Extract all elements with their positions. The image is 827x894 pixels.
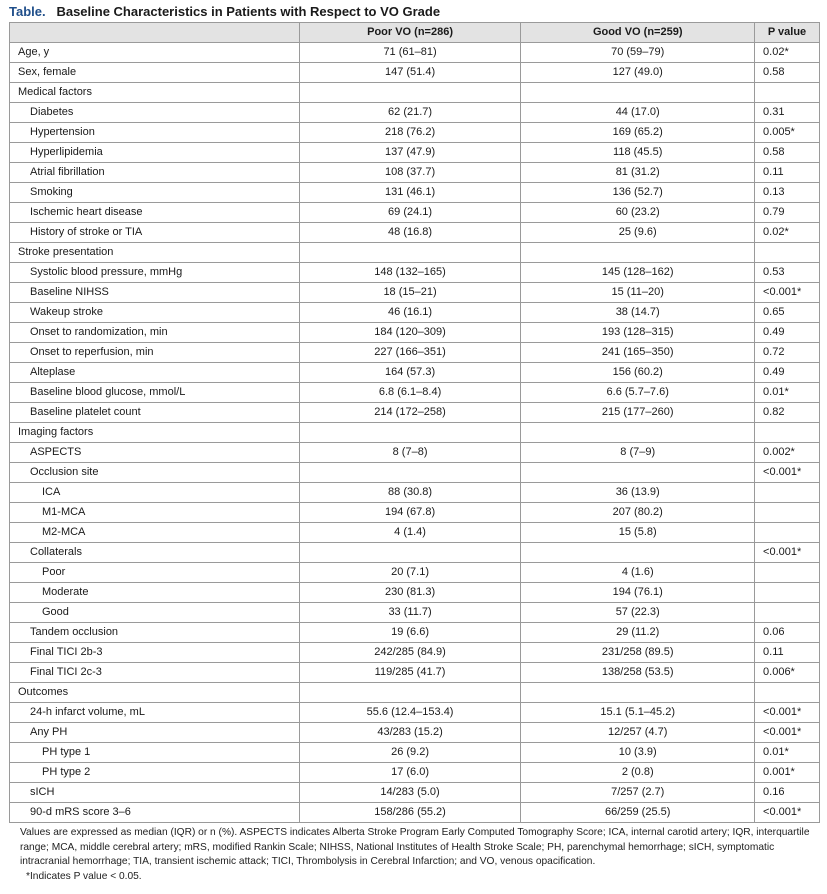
p-value [755, 583, 820, 603]
poor-vo-value: 194 (67.8) [299, 503, 521, 523]
table-row [10, 763, 820, 783]
p-value [755, 423, 820, 443]
row-label: 24-h infarct volume, mL [10, 703, 300, 723]
table-row [10, 523, 820, 543]
abbreviations-footnote: Values are expressed as median (IQR) or n (%). ASPECTS indicates Alberta Stroke Program Early Computed Tomography Score; ICA, internal carotid artery; IQR, interquartile range; MCA, middle cerebral artery; mRS, modified Rankin Scale; NIHSS, National Institutes of Health Stroke Scale; PH, parenchymal hemorrhage; sICH, symptomatic intracranial hemorrhage; TIA, transient ischemic attack; TICI, Thrombolysis in Cerebral Infarction; and VO, venous opacification. [20, 827, 810, 867]
poor-vo-value: 48 (16.8) [299, 223, 521, 243]
good-vo-value: 118 (45.5) [521, 143, 755, 163]
p-value [755, 563, 820, 583]
p-value [755, 83, 820, 103]
row-label: Baseline NIHSS [10, 283, 300, 303]
row-label: Diabetes [10, 103, 300, 123]
good-vo-value: 15.1 (5.1–45.2) [521, 703, 755, 723]
good-vo-value: 66/259 (25.5) [521, 803, 755, 823]
row-label: ICA [10, 483, 300, 503]
good-vo-value: 57 (22.3) [521, 603, 755, 623]
table-row [10, 143, 820, 163]
p-value: 0.13 [755, 183, 820, 203]
p-value: <0.001* [755, 803, 820, 823]
good-vo-value: 15 (11–20) [521, 283, 755, 303]
good-vo-value [521, 243, 755, 263]
table-row [10, 703, 820, 723]
row-label: ASPECTS [10, 443, 300, 463]
good-vo-value: 207 (80.2) [521, 503, 755, 523]
poor-vo-value: 8 (7–8) [299, 443, 521, 463]
table-row [10, 283, 820, 303]
row-label: Ischemic heart disease [10, 203, 300, 223]
p-value: 0.02* [755, 43, 820, 63]
row-label: Baseline platelet count [10, 403, 300, 423]
p-value [755, 483, 820, 503]
good-vo-value: 60 (23.2) [521, 203, 755, 223]
header-poor-vo: Poor VO (n=286) [299, 23, 521, 43]
p-value: 0.002* [755, 443, 820, 463]
good-vo-value: 136 (52.7) [521, 183, 755, 203]
poor-vo-value: 4 (1.4) [299, 523, 521, 543]
table-header-row [10, 23, 820, 43]
poor-vo-value [299, 83, 521, 103]
row-label: Wakeup stroke [10, 303, 300, 323]
p-value: 0.79 [755, 203, 820, 223]
p-value: 0.72 [755, 343, 820, 363]
p-value: 0.11 [755, 163, 820, 183]
table-row [10, 323, 820, 343]
row-label: M2-MCA [10, 523, 300, 543]
poor-vo-value: 18 (15–21) [299, 283, 521, 303]
baseline-characteristics-table [9, 22, 820, 823]
p-value: 0.001* [755, 763, 820, 783]
p-value: <0.001* [755, 703, 820, 723]
row-label: Hyperlipidemia [10, 143, 300, 163]
poor-vo-value: 17 (6.0) [299, 763, 521, 783]
table-row [10, 623, 820, 643]
good-vo-value: 81 (31.2) [521, 163, 755, 183]
good-vo-value: 7/257 (2.7) [521, 783, 755, 803]
good-vo-value: 2 (0.8) [521, 763, 755, 783]
good-vo-value [521, 83, 755, 103]
row-label: History of stroke or TIA [10, 223, 300, 243]
table-row [10, 583, 820, 603]
p-value: 0.11 [755, 643, 820, 663]
row-label: Collaterals [10, 543, 300, 563]
table-row [10, 663, 820, 683]
poor-vo-value: 148 (132–165) [299, 263, 521, 283]
table-row [10, 563, 820, 583]
table-row [10, 603, 820, 623]
table-row [10, 203, 820, 223]
table-row [10, 543, 820, 563]
table-row [10, 83, 820, 103]
table-row [10, 243, 820, 263]
p-value: <0.001* [755, 543, 820, 563]
good-vo-value: 231/258 (89.5) [521, 643, 755, 663]
poor-vo-value: 6.8 (6.1–8.4) [299, 383, 521, 403]
row-label: PH type 1 [10, 743, 300, 763]
poor-vo-value: 62 (21.7) [299, 103, 521, 123]
p-value: <0.001* [755, 283, 820, 303]
row-label: Onset to randomization, min [10, 323, 300, 343]
table-row [10, 743, 820, 763]
row-label: Good [10, 603, 300, 623]
table-row [10, 443, 820, 463]
row-label: Stroke presentation [10, 243, 300, 263]
poor-vo-value: 26 (9.2) [299, 743, 521, 763]
p-value: 0.49 [755, 363, 820, 383]
p-value [755, 603, 820, 623]
poor-vo-value: 227 (166–351) [299, 343, 521, 363]
p-value: 0.06 [755, 623, 820, 643]
row-label: Baseline blood glucose, mmol/L [10, 383, 300, 403]
good-vo-value: 193 (128–315) [521, 323, 755, 343]
good-vo-value: 29 (11.2) [521, 623, 755, 643]
p-value: 0.53 [755, 263, 820, 283]
row-label: Final TICI 2b-3 [10, 643, 300, 663]
good-vo-value: 8 (7–9) [521, 443, 755, 463]
good-vo-value: 4 (1.6) [521, 563, 755, 583]
poor-vo-value: 19 (6.6) [299, 623, 521, 643]
table-row [10, 183, 820, 203]
good-vo-value: 70 (59–79) [521, 43, 755, 63]
table-row [10, 503, 820, 523]
p-value: 0.65 [755, 303, 820, 323]
p-value: 0.82 [755, 403, 820, 423]
poor-vo-value: 147 (51.4) [299, 63, 521, 83]
good-vo-value: 38 (14.7) [521, 303, 755, 323]
p-value: 0.006* [755, 663, 820, 683]
table-row [10, 163, 820, 183]
poor-vo-value: 20 (7.1) [299, 563, 521, 583]
table-row [10, 403, 820, 423]
poor-vo-value: 218 (76.2) [299, 123, 521, 143]
table-caption: Baseline Characteristics in Patients with Respect to VO Grade [56, 4, 441, 19]
good-vo-value: 156 (60.2) [521, 363, 755, 383]
p-value: 0.01* [755, 743, 820, 763]
p-value: <0.001* [755, 723, 820, 743]
table-label: Table. [9, 4, 46, 19]
poor-vo-value: 108 (37.7) [299, 163, 521, 183]
table-row [10, 43, 820, 63]
poor-vo-value: 46 (16.1) [299, 303, 521, 323]
row-label: Moderate [10, 583, 300, 603]
poor-vo-value: 55.6 (12.4–153.4) [299, 703, 521, 723]
p-value: 0.58 [755, 63, 820, 83]
p-value: 0.02* [755, 223, 820, 243]
table-title [9, 4, 440, 19]
good-vo-value: 25 (9.6) [521, 223, 755, 243]
row-label: Smoking [10, 183, 300, 203]
good-vo-value: 6.6 (5.7–7.6) [521, 383, 755, 403]
poor-vo-value: 164 (57.3) [299, 363, 521, 383]
table-row [10, 723, 820, 743]
good-vo-value: 169 (65.2) [521, 123, 755, 143]
good-vo-value: 10 (3.9) [521, 743, 755, 763]
row-label: Final TICI 2c-3 [10, 663, 300, 683]
row-label: 90-d mRS score 3–6 [10, 803, 300, 823]
poor-vo-value: 14/283 (5.0) [299, 783, 521, 803]
p-value [755, 503, 820, 523]
row-label: Any PH [10, 723, 300, 743]
poor-vo-value: 137 (47.9) [299, 143, 521, 163]
table-row [10, 63, 820, 83]
good-vo-value: 12/257 (4.7) [521, 723, 755, 743]
poor-vo-value: 158/286 (55.2) [299, 803, 521, 823]
p-value: 0.49 [755, 323, 820, 343]
good-vo-value [521, 683, 755, 703]
good-vo-value: 194 (76.1) [521, 583, 755, 603]
table-row [10, 363, 820, 383]
row-label: Atrial fibrillation [10, 163, 300, 183]
row-label: Outcomes [10, 683, 300, 703]
poor-vo-value: 69 (24.1) [299, 203, 521, 223]
row-label: Sex, female [10, 63, 300, 83]
p-value: 0.31 [755, 103, 820, 123]
table-row [10, 343, 820, 363]
good-vo-value: 241 (165–350) [521, 343, 755, 363]
row-label: Age, y [10, 43, 300, 63]
table-row [10, 423, 820, 443]
row-label: Medical factors [10, 83, 300, 103]
table-row [10, 263, 820, 283]
header-characteristic [10, 23, 300, 43]
header-p-value: P value [755, 23, 820, 43]
table-row [10, 803, 820, 823]
table-row [10, 383, 820, 403]
good-vo-value: 15 (5.8) [521, 523, 755, 543]
poor-vo-value [299, 243, 521, 263]
p-value [755, 683, 820, 703]
good-vo-value: 145 (128–162) [521, 263, 755, 283]
table-row [10, 303, 820, 323]
p-value: <0.001* [755, 463, 820, 483]
table-row [10, 683, 820, 703]
row-label: Hypertension [10, 123, 300, 143]
p-value: 0.58 [755, 143, 820, 163]
row-label: Tandem occlusion [10, 623, 300, 643]
good-vo-value: 138/258 (53.5) [521, 663, 755, 683]
table-row [10, 103, 820, 123]
poor-vo-value: 119/285 (41.7) [299, 663, 521, 683]
row-label: Alteplase [10, 363, 300, 383]
p-value: 0.005* [755, 123, 820, 143]
good-vo-value: 44 (17.0) [521, 103, 755, 123]
row-label: Systolic blood pressure, mmHg [10, 263, 300, 283]
row-label: sICH [10, 783, 300, 803]
table-row [10, 643, 820, 663]
good-vo-value [521, 423, 755, 443]
p-value [755, 243, 820, 263]
poor-vo-value [299, 683, 521, 703]
significance-footnote: *Indicates P value < 0.05. [26, 870, 142, 882]
header-good-vo: Good VO (n=259) [521, 23, 755, 43]
table-row [10, 463, 820, 483]
row-label: Occlusion site [10, 463, 300, 483]
poor-vo-value: 71 (61–81) [299, 43, 521, 63]
table-row [10, 483, 820, 503]
row-label: Imaging factors [10, 423, 300, 443]
good-vo-value [521, 543, 755, 563]
p-value: 0.16 [755, 783, 820, 803]
poor-vo-value: 33 (11.7) [299, 603, 521, 623]
poor-vo-value: 214 (172–258) [299, 403, 521, 423]
poor-vo-value: 242/285 (84.9) [299, 643, 521, 663]
poor-vo-value: 43/283 (15.2) [299, 723, 521, 743]
poor-vo-value [299, 463, 521, 483]
row-label: M1-MCA [10, 503, 300, 523]
poor-vo-value: 88 (30.8) [299, 483, 521, 503]
table-row [10, 783, 820, 803]
p-value: 0.01* [755, 383, 820, 403]
table-row [10, 223, 820, 243]
table-footnotes [20, 826, 820, 884]
row-label: PH type 2 [10, 763, 300, 783]
poor-vo-value [299, 423, 521, 443]
good-vo-value: 36 (13.9) [521, 483, 755, 503]
poor-vo-value: 230 (81.3) [299, 583, 521, 603]
poor-vo-value: 131 (46.1) [299, 183, 521, 203]
good-vo-value: 127 (49.0) [521, 63, 755, 83]
table-row [10, 123, 820, 143]
p-value [755, 523, 820, 543]
row-label: Onset to reperfusion, min [10, 343, 300, 363]
row-label: Poor [10, 563, 300, 583]
poor-vo-value [299, 543, 521, 563]
poor-vo-value: 184 (120–309) [299, 323, 521, 343]
good-vo-value: 215 (177–260) [521, 403, 755, 423]
good-vo-value [521, 463, 755, 483]
